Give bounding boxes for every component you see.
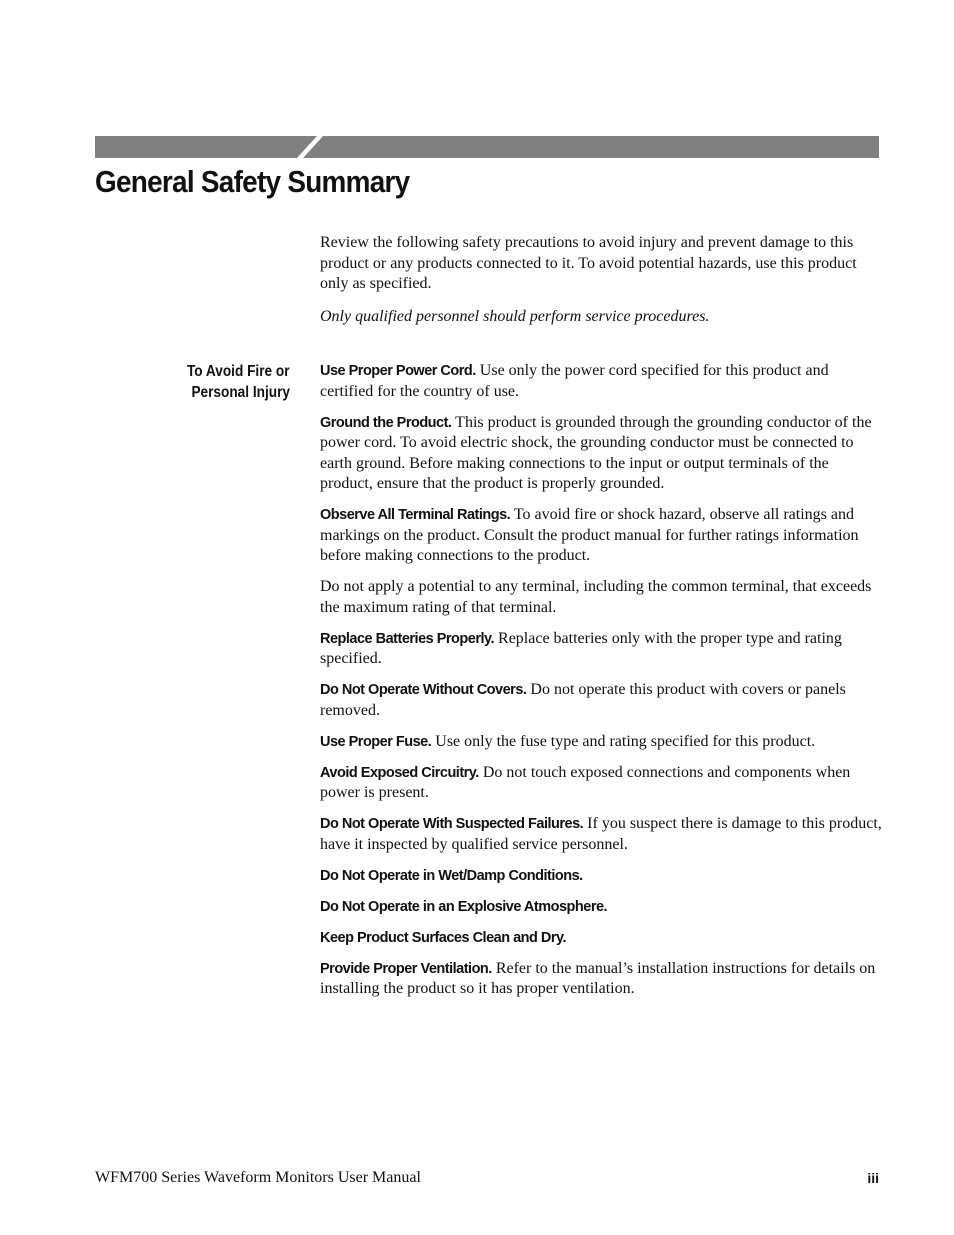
safety-items-list [320, 361, 882, 1010]
safety-item-covers [320, 680, 882, 721]
header-bar-graphic [95, 136, 879, 158]
header-bar [95, 136, 879, 158]
page-title: General Safety Summary [95, 164, 410, 199]
safety-item-fuse [320, 732, 882, 753]
item-lead: Do Not Operate in an Explosive Atmosphere. [320, 898, 608, 915]
safety-item-exposed-circuitry [320, 763, 882, 804]
item-text: Refer to the manual’s installation instructions for details on installing the product so it has proper ventilation. [320, 959, 876, 997]
safety-item-ground [320, 413, 882, 495]
item-lead: Do Not Operate in Wet/Damp Conditions. [320, 867, 583, 884]
item-text: If you suspect there is damage to this product, have it inspected by qualified service personnel. [320, 815, 882, 853]
safety-item-terminal-ratings [320, 505, 882, 567]
item-lead: Keep Product Surfaces Clean and Dry. [320, 929, 567, 946]
safety-item-ventilation [320, 959, 882, 1000]
item-text: Use only the fuse type and rating specified for this product. [431, 732, 816, 750]
item-lead: Use Proper Power Cord. [320, 363, 476, 379]
item-text: This product is grounded through the grounding conductor of the power cord. To avoid electric shock, the grounding conductor must be connected to earth ground. Before making connections to the input or output terminals of the product, ensure that the product is properly grounded. [320, 413, 872, 492]
item-text: To avoid fire or shock hazard, observe all ratings and markings on the product. Consult the product manual for further ratings information before making connections to the product. [320, 506, 859, 564]
item-lead: Replace Batteries Properly. [320, 630, 495, 647]
section-heading [120, 361, 290, 403]
section-heading-line-2: Personal Injury [191, 384, 290, 401]
header-bar-left-segment [95, 136, 323, 158]
item-text: Do not touch exposed connections and components when power is present. [320, 763, 851, 801]
safety-item-suspected-failures [320, 814, 882, 855]
intro-paragraph: Review the following safety precautions to avoid injury and prevent damage to this product or any products connected to it. To avoid potential hazards, use this product only as specified. [320, 234, 857, 292]
intro-section [320, 233, 880, 327]
safety-item-wet-damp [320, 866, 882, 887]
item-lead: Avoid Exposed Circuitry. [320, 764, 479, 781]
footer-page-number: iii [867, 1170, 879, 1186]
safety-item-batteries [320, 629, 882, 670]
item-lead: Do Not Operate With Suspected Failures. [320, 816, 584, 832]
item-lead: Provide Proper Ventilation. [320, 960, 492, 977]
safety-item-power-cord [320, 361, 882, 402]
item-lead: Observe All Terminal Ratings. [320, 507, 511, 523]
section-heading-line-1: To Avoid Fire or [187, 363, 290, 380]
item-text: Do not operate this product with covers or panels removed. [320, 681, 846, 719]
item-text: Replace batteries only with the proper type and rating specified. [320, 629, 842, 667]
item-text: Do not apply a potential to any terminal, including the common terminal, that exceeds the maximum rating of that terminal. [320, 578, 872, 616]
footer-manual-title: WFM700 Series Waveform Monitors User Manual [95, 1169, 421, 1186]
item-lead: Do Not Operate Without Covers. [320, 682, 527, 698]
safety-item-explosive [320, 897, 882, 918]
item-lead: Use Proper Fuse. [320, 733, 432, 750]
item-text: Use only the power cord specified for this product and certified for the country of use. [320, 362, 829, 400]
service-note: Only qualified personnel should perform service procedures. [320, 307, 710, 325]
item-lead: Ground the Product. [320, 414, 452, 431]
safety-item-terminal-potential [320, 577, 882, 618]
safety-item-clean-dry [320, 928, 882, 949]
header-bar-right-segment [303, 136, 879, 158]
